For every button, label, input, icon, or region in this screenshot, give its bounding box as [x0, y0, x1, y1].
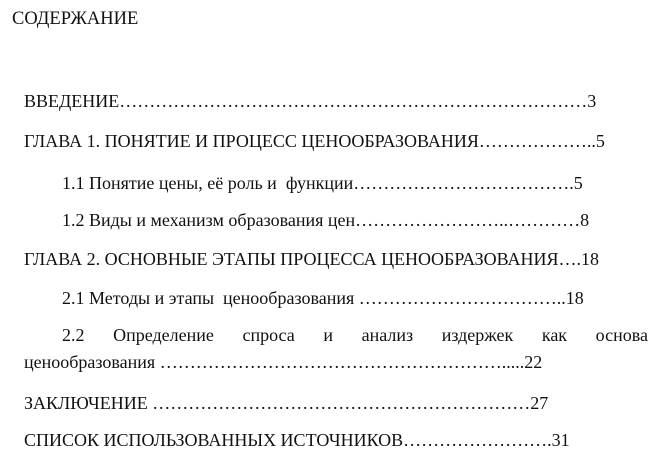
toc-entry-introduction: ВВЕДЕНИЕ……………………………………………………………………3 [24, 91, 597, 111]
toc-entry-chapter-1: ГЛАВА 1. ПОНЯТИЕ И ПРОЦЕСС ЦЕНООБРАЗОВАНИЯ………………..5 [24, 131, 605, 151]
toc-title: СОДЕРЖАНИЕ [12, 9, 139, 29]
toc-entry-section-1-2: 1.2 Виды и механизм образования цен……………………..…………8 [62, 210, 590, 230]
toc-entry-section-2-1: 2.1 Методы и этапы ценообразования ……………………………..18 [62, 288, 584, 308]
toc-entry-references: СПИСОК ИСПОЛЬЗОВАННЫХ ИСТОЧНИКОВ…………………….31 [24, 430, 570, 450]
toc-entry-section-2-2-continued: ценообразования ………………………………………………….....22 [24, 352, 543, 372]
toc-entry-section-1-1: 1.1 Понятие цены, её роль и функции……………………………….5 [62, 173, 583, 193]
toc-entry-chapter-2: ГЛАВА 2. ОСНОВНЫЕ ЭТАПЫ ПРОЦЕССА ЦЕНООБРАЗОВАНИЯ….18 [24, 249, 600, 269]
toc-entry-section-2-2: 2.2 Определение спроса и анализ издержек как основа [62, 325, 648, 345]
toc-entry-conclusion: ЗАКЛЮЧЕНИЕ ………………………………………………………27 [24, 393, 549, 413]
